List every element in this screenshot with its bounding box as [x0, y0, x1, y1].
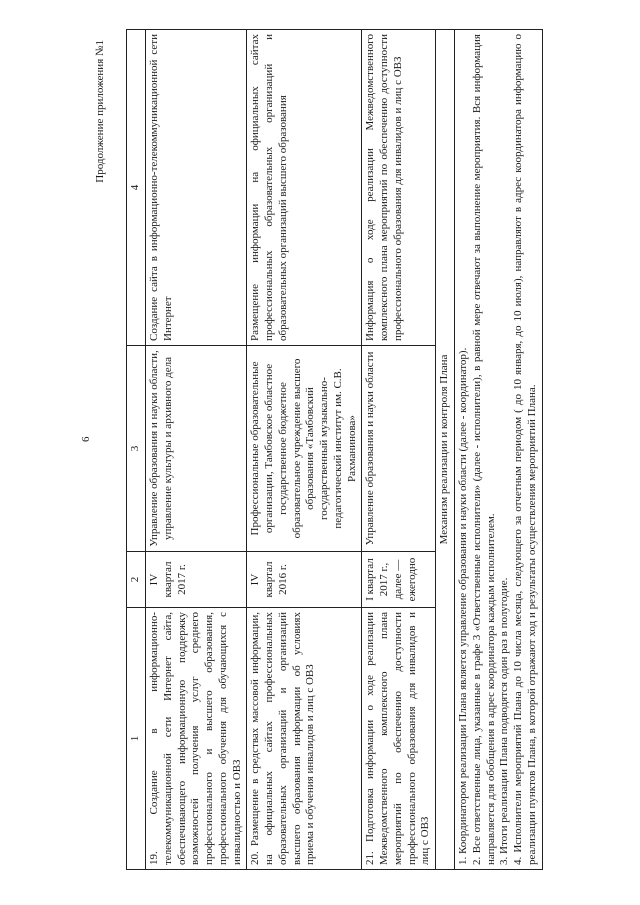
responsible-cell: Управление образования и науки области, управление культуры и архивного дела — [146, 346, 247, 552]
continuation-label: Продолжение приложения №1 — [94, 40, 106, 183]
page-number: 6 — [80, 436, 92, 442]
activity-cell: 21. Подготовка информации о ходе реализации Межведомственного комплексного плана мероприятий по обеспечению доступности профессионального образования для инвалидов и лиц с ОВЗ — [362, 608, 436, 870]
activity-cell: 19. Создание в информационно-телекоммуникационной сети Интернет сайта, обеспечивающего информационную поддержку возможностей получения услуг среднего профессионального и высшего образования, профессионального обучения для обучающихся с инвалидностью и ОВЗ — [146, 608, 247, 870]
responsible-cell: Профессиональные образовательные организации, Тамбовское областное государственное бюджетное образовательное учреждение высшего образования «Тамбовский государственный музыкально-педагогический институт им. С.В. Рахманинова» — [247, 346, 362, 552]
deadline-cell: I квартал 2017 г., далее — ежегодно — [362, 552, 436, 608]
deadline-cell: IV квартал 2016 г. — [247, 552, 362, 608]
table-row — [146, 30, 247, 870]
rotated-document-body — [90, 30, 560, 870]
table-row — [247, 30, 362, 870]
responsible-cell: Управление образования и науки области — [362, 346, 436, 552]
mechanism-title: Механизм реализации и контроля Плана — [436, 30, 455, 870]
activity-cell: 20. Размещение в средствах массовой информации, на официальных сайтах профессиональных образовательных организаций и организаций высшего образования информации об условиях приема и обучения инвалидов и лиц с ОВЗ — [247, 608, 362, 870]
mechanism-body — [455, 30, 543, 870]
mechanism-item-2: 2. Все ответственные лица, указанные в графе 3 «Ответственные исполнители» (далее - исполнители), в равной мере отвечают за выполнение мероприятия. Вся информация направляется для обобщения в адрес координатора каждым исполнителем. — [470, 34, 497, 865]
table-row — [362, 30, 436, 870]
mechanism-title-row — [436, 30, 455, 870]
plan-table — [126, 29, 543, 870]
mechanism-item-3: 3. Итоги реализации Плана подводятся один раз в полугодие. — [498, 577, 511, 865]
mechanism-item-1: 1. Координатором реализации Плана является управление образования и науки области (далее - координатор). — [457, 347, 469, 865]
column-header-3: 3 — [127, 346, 146, 552]
column-header-1: 1 — [127, 608, 146, 870]
table-header-row — [127, 30, 146, 870]
mechanism-body-row — [455, 30, 543, 870]
column-header-2: 2 — [127, 552, 146, 608]
deadline-cell: IV квартал 2017 г. — [146, 552, 247, 608]
result-cell: Создание сайта в информационно-телекоммуникационной сети Интернет — [146, 30, 247, 346]
result-cell: Информация о ходе реализации Межведомственного комплексного плана мероприятий по обеспечению доступности профессионального образования для инвалидов и лиц с ОВЗ — [362, 30, 436, 346]
result-cell: Размещение информации на официальных сайтах профессиональных образовательных организаций и образовательных организаций высшего образования — [247, 30, 362, 346]
mechanism-item-4: 4. Исполнители мероприятий Плана до 10 числа месяца, следующего за отчетным периодом ( до 10 января, до 10 июля), направляют в адрес координатора информацию о реализации пунктов Плана, в которой отражают ход и результаты осуществления мероприятий Плана. — [512, 34, 538, 865]
column-header-4: 4 — [127, 30, 146, 346]
